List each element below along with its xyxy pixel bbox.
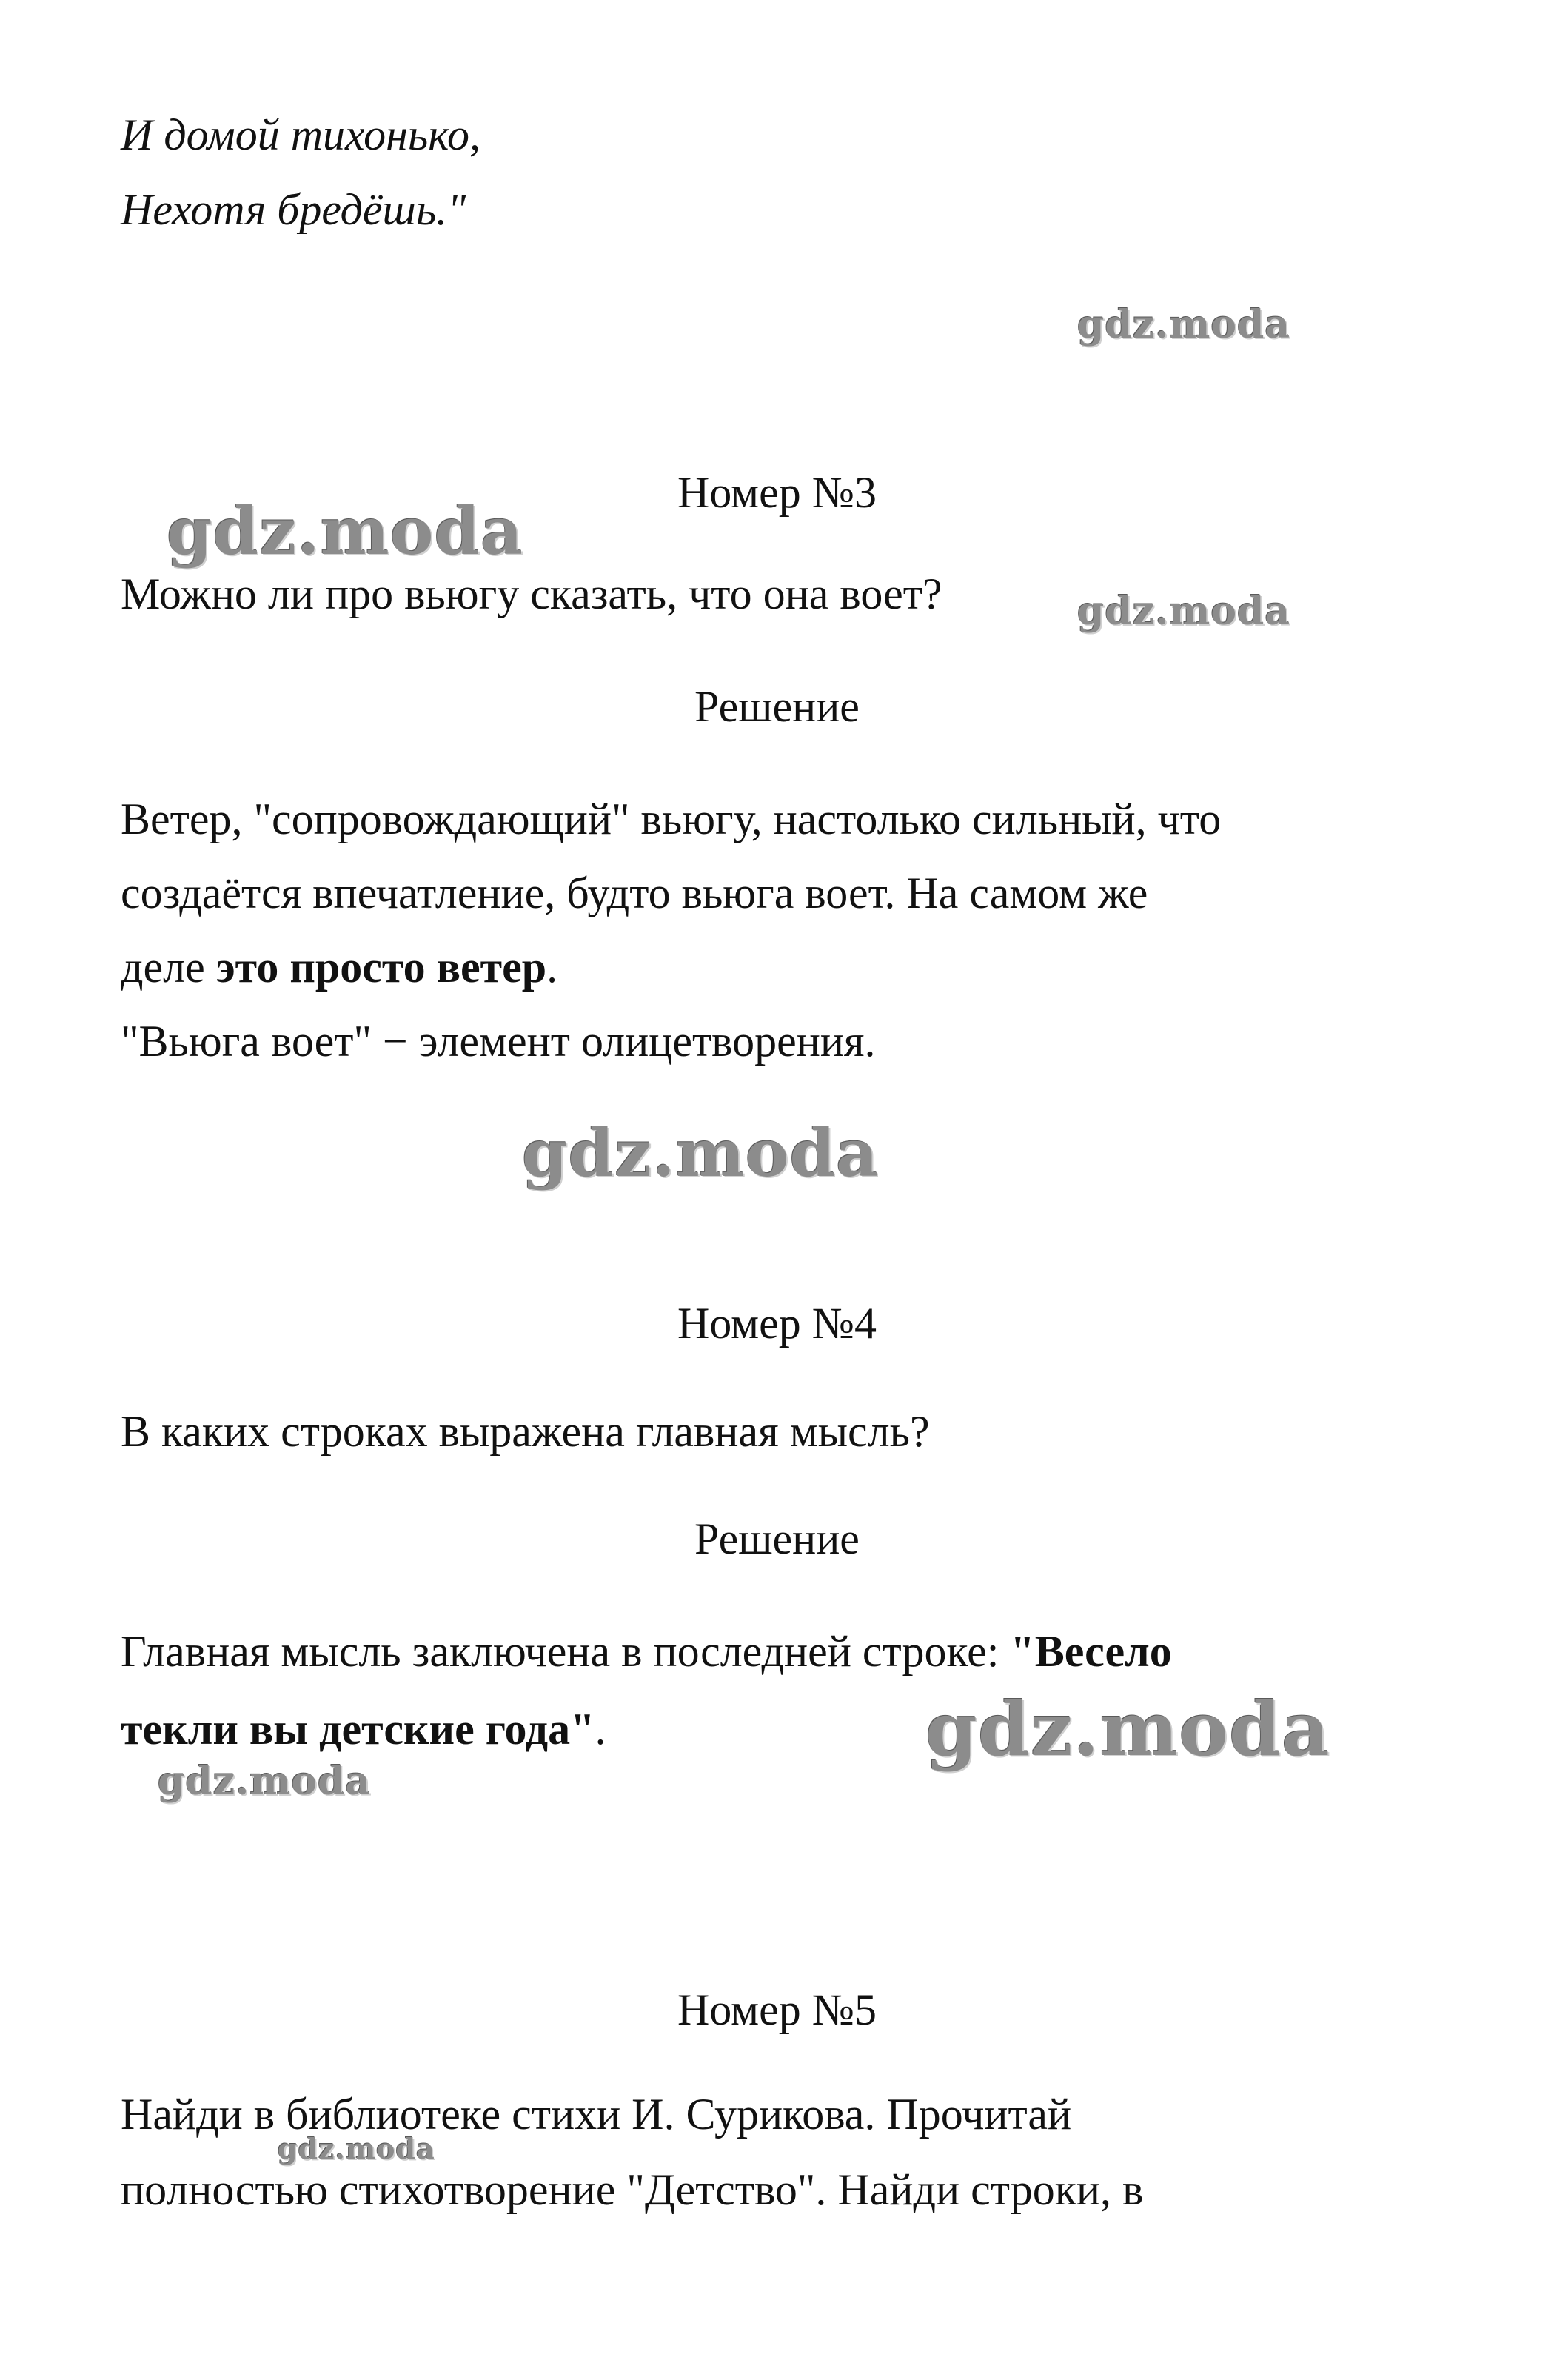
answer-line [121,1705,606,1754]
watermark: gdz.moda [1077,302,1291,347]
answer-line: "Вьюга воет" − элемент олицетворения. [121,1017,876,1066]
solution-label: Решение [694,682,860,731]
watermark: gdz.moda [167,492,524,569]
solution-label: Решение [694,1514,860,1563]
poem-line: Нехотя бредёшь." [121,185,466,234]
watermark: gdz.moda [158,1759,372,1804]
watermark: gdz.moda [278,2132,435,2165]
answer-line [121,943,558,992]
task-heading: Номер №4 [677,1299,877,1348]
answer-line: Ветер, "сопровождающий" вьюгу, настолько сильный, что [121,795,1222,843]
answer-text: Главная мысль заключена в последней строке: [121,1627,1011,1676]
watermark: gdz.moda [1077,589,1291,634]
answer-emphasis: текли вы детские года" [121,1705,595,1754]
answer-emphasis: это просто ветер [215,943,547,992]
watermark: gdz.moda [925,1685,1330,1773]
poem-line: И домой тихонько, [121,110,481,159]
answer-text: . [546,943,558,992]
task-question: полностью стихотворение "Детство". Найди строки, в [121,2165,1144,2214]
watermark: gdz.moda [522,1114,880,1191]
answer-emphasis: "Весело [1010,1627,1172,1676]
answer-text: . [595,1705,606,1754]
answer-text: деле [121,943,216,992]
task-question: Найди в библиотеке стихи И. Сурикова. Прочитай [121,2090,1072,2139]
answer-line [121,1629,1172,1674]
answer-line: создаётся впечатление, будто вьюга воет. На самом же [121,869,1148,917]
task-question: Можно ли про вьюгу сказать, что она воет? [121,569,942,618]
task-heading: Номер №5 [677,1985,877,2034]
task-question: В каких строках выражена главная мысль? [121,1407,930,1456]
task-heading: Номер №3 [677,468,877,517]
